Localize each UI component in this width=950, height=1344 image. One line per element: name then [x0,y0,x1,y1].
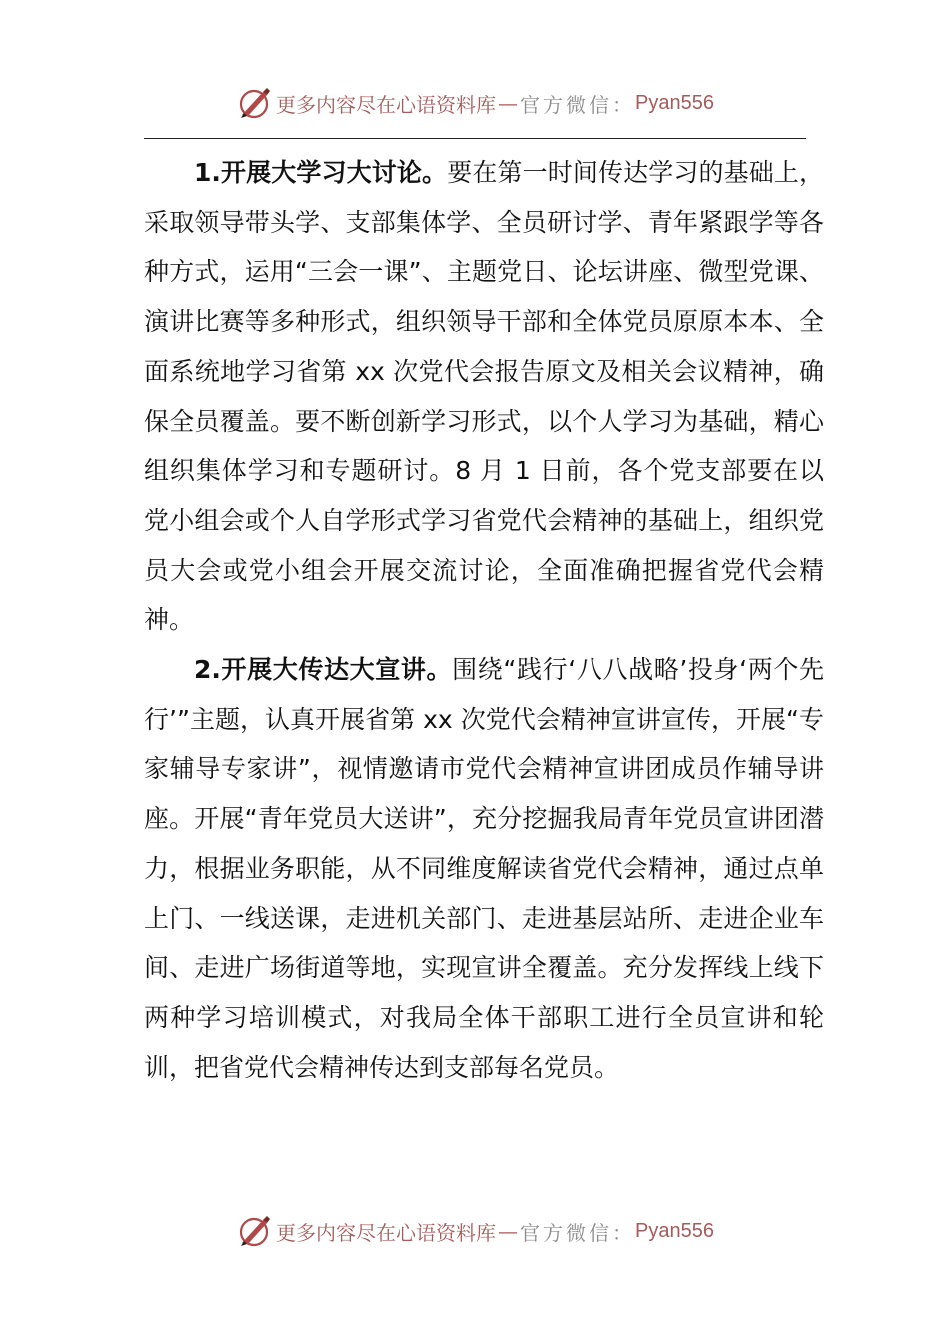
paragraph-2-text: 围绕“践行‘八八战略’投身‘两个先行’”主题，认真开展省第 xx 次党代会精神宣讲宣传，开展“专家辅导专家讲”，视情邀请市党代会精神宣讲团成员作辅导讲座。开展“青年党员大送讲”，充分挖掘我局青年党员宣讲团潜力，根据业务职能，从不同维度解读省党代会精神，通过点单上门、一线送课，走进机关部门、走进基层站所、走进企业车间、走进广场街道等地，实现宣讲全覆盖。充分发挥线上线下两种学习培训模式，对我局全体干部职工进行全员宣讲和轮训，把省党代会精神传达到支部每名党员。 [144,655,824,1082]
header-banner [0,83,950,123]
footer-wechat-id: Pyan556 [635,1219,714,1242]
paragraph-1-text: 要在第一时间传达学习的基础上，采取领导带头学、支部集体学、全员研讨学、青年紧跟学等各种方式，运用“三会一课”、主题党日、论坛讲座、微型党课、演讲比赛等多种形式，组织领导干部和全体党员原原本本、全面系统地学习省第 xx 次党代会报告原文及相关会议精神，确保全员覆盖。要不断创新学习形式，以个人学习为基础，精心组织集体学习和专题研讨。8 月 1 日前，各个党支部要在以党小组会或个人自学形式学习省党代会精神的基础上，组织党员大会或党小组会开展交流讨论，全面准确把握省党代会精神。 [144,158,824,635]
header-site-text: 更多内容尽在心语资料库 [276,92,497,117]
paragraph-1-heading: 1.开展大学习大讨论。 [194,158,448,187]
pen-logo-icon [236,1213,272,1249]
paragraph-2 [144,645,824,1092]
header-wechat-label: 官方微信： [520,92,636,117]
paragraph-2-heading: 2.开展大传达大宣讲。 [194,655,453,685]
header-wechat-id: Pyan556 [635,91,714,114]
document-body [144,148,824,1092]
footer-site-text: 更多内容尽在心语资料库 [276,1220,497,1245]
pen-logo-icon [236,85,272,121]
header-dash: — [498,91,519,115]
paragraph-1 [144,148,824,645]
footer-banner [0,1211,950,1251]
footer-wechat-label: 官方微信： [520,1220,636,1245]
header-divider [144,138,806,139]
footer-dash: — [498,1219,519,1243]
